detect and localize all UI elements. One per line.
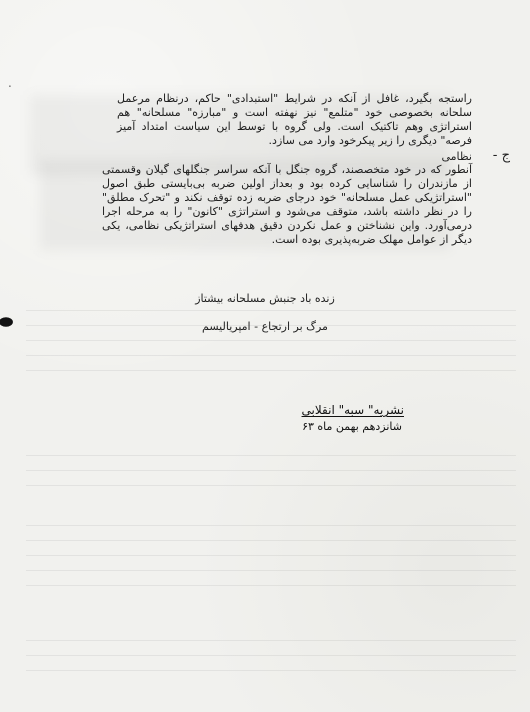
bleed-through-line [26, 340, 516, 341]
signature-line: نشریه" سبه" انقلابی [301, 403, 404, 417]
section-marker: ج - [492, 148, 510, 163]
bleed-through-line [26, 655, 516, 656]
margin-mark: . [8, 76, 12, 90]
slogan-line-2: مرگ بر ارتجاع - امپریالیسم [202, 320, 328, 333]
bleed-through-line [26, 370, 516, 371]
bleed-through-line [26, 310, 516, 311]
date-line: شانزدهم بهمن ماه ۶۳ [302, 420, 402, 433]
paragraph-2: آنطور که در خود متخصصند، گروه جنگل با آنکه سراسر جنگلهای گیلان وقسمتی از مازندران را شناسایی کرده بود و بعداز اولین ضربه بی‌بایستی طبق اصول "استراتژیکی عمل مسلحانه" خود درجای ضربه زده توقف نکند و "تحرک مطلق" را در نظر داشته باشد، متوقف می‌شود و استراتژی "کانون" را به مرحله اجرا درمی‌آورد. واین نشناختن و عمل نکردن دقیق هدفهای استراتژیکی نظامی، یکی دیگر از عوامل مهلک ضربه‌پذیری بوده است. [102, 163, 472, 246]
bleed-through-line [26, 470, 516, 471]
slogan-line-1: زنده باد جنبش مسلحانه بیشتاز [195, 292, 335, 305]
bleed-through-line [26, 555, 516, 556]
bleed-through-line [26, 485, 516, 486]
bleed-through-line [26, 540, 516, 541]
ink-blot [0, 317, 13, 327]
bleed-through-line [26, 455, 516, 456]
bleed-through-line [26, 640, 516, 641]
bleed-through-line [26, 525, 516, 526]
bleed-through-line [26, 355, 516, 356]
bleed-through-line [26, 585, 516, 586]
bleed-through-line [26, 670, 516, 671]
paragraph-1: راستجه بگیرد، غافل از آنکه در شرایط "استبدادی" حاکم، درنظام مرعمل سلحانه بخصوصی خود "متلمع" نیز نهفته است و "مبارزه" مسلحانه" هم استراتژی وهم تاکتیک است. ولی گروه با توسط این سیاست امتداد آمیز فرصه" دیگری را زیر پیکرخود وارد می سازد. [117, 92, 472, 147]
bleed-through-line [26, 570, 516, 571]
section-heading: نظامی [441, 150, 472, 163]
